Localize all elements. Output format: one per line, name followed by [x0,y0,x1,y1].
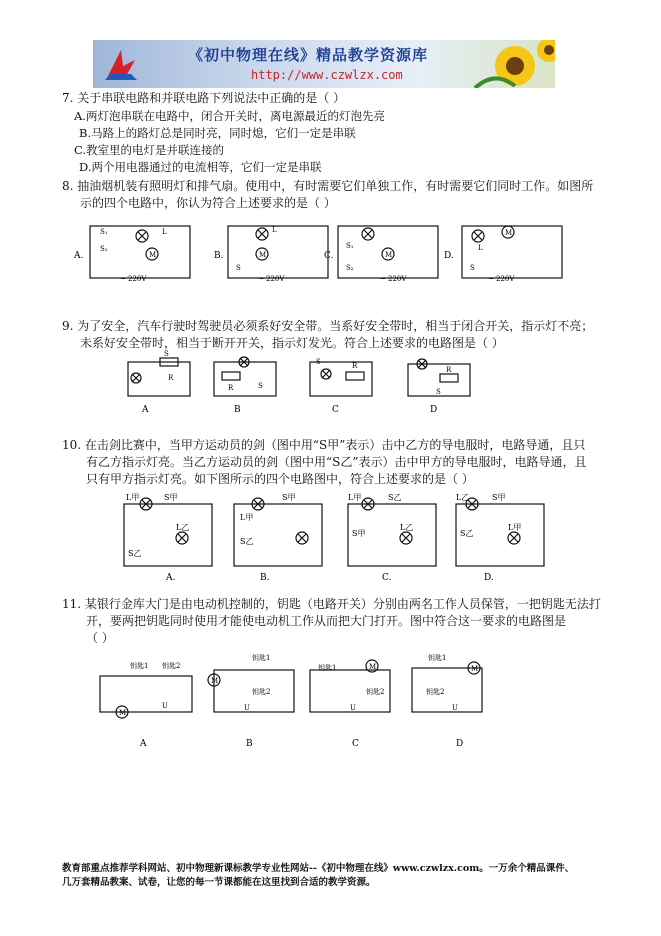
q9-label-d: D [430,405,438,415]
svg-text:U: U [244,704,250,712]
svg-text:M: M [259,251,267,259]
svg-text:钥匙1: 钥匙1 [130,662,149,670]
q8-label-c: C. [324,251,334,261]
svg-text:~: ~ [380,275,386,283]
banner-url: http://www.czwlzx.com [251,68,403,82]
svg-text:R: R [228,384,234,392]
svg-text:~: ~ [120,275,126,283]
svg-text:M: M [471,665,479,673]
q9-stem-line1: 9. 为了安全，汽车行驶时驾驶员必须系好安全带。当系好安全带时，相当于闭合开关，指示灯不亮； [62,319,594,333]
svg-text:M: M [119,709,127,717]
svg-text:钥匙2: 钥匙2 [426,688,445,696]
q9-circuits [120,350,520,420]
svg-text:~: ~ [258,275,264,283]
q7-stem: 7. 关于串联电路和并联电路下列说法中正确的是（ ） [62,91,346,105]
header-banner [93,40,555,88]
svg-text:S: S [258,382,263,390]
q9-label-c: C [332,405,339,415]
q9-stem-line2: 未系好安全带时，相当于断开开关，指示灯发光。符合上述要求的电路图是（ ） [80,336,504,350]
svg-text:S: S [470,264,475,272]
logo-icon [101,44,141,84]
svg-text:L甲: L甲 [126,493,140,502]
svg-text:220V: 220V [496,275,515,283]
q10-label-c: C. [382,573,392,583]
svg-text:S₂: S₂ [100,245,108,253]
q8-stem-line1: 8. 抽油烟机装有照明灯和排气扇。使用中，有时需要它们单独工作，有时需要它们同时工作。如图所 [62,179,594,193]
svg-text:U: U [162,702,168,710]
q10-stem-line2: 有乙方指示灯亮。当乙方运动员的剑（图中用“S乙”表示）击中甲方的导电服时，电路导通，且 [86,455,587,469]
q8-stem-line2: 示的四个电路中，你认为符合上述要求的是（ ） [80,196,336,210]
q10-label-d: D. [484,573,494,583]
svg-text:钥匙1: 钥匙1 [252,654,271,662]
svg-text:钥匙2: 钥匙2 [162,662,181,670]
svg-text:S: S [316,358,321,366]
svg-text:S甲: S甲 [164,493,178,502]
q11-label-d: D [456,739,464,749]
footer-line1: 教育部重点推荐学科网站、初中物理新课标教学专业性网站--《初中物理在线》www.czwlzx.com。一万余个精品课件、 [62,863,575,874]
q11-stem-line3: （ ） [86,631,114,645]
svg-text:M: M [385,251,393,259]
svg-text:钥匙2: 钥匙2 [366,688,385,696]
svg-text:S乙: S乙 [388,493,402,502]
svg-text:L甲: L甲 [240,513,254,522]
q8-label-b: B. [214,251,224,261]
q9-label-b: B [234,405,241,415]
svg-text:S₁: S₁ [346,242,354,250]
q11-circuits [96,650,496,750]
svg-text:S甲: S甲 [352,529,366,538]
svg-text:S: S [164,350,169,358]
svg-text:220V: 220V [128,275,147,283]
svg-text:S甲: S甲 [492,493,506,502]
q7-option-a: A.两灯泡串联在电路中，闭合开关时，离电源最近的灯泡先亮 [74,109,385,123]
q10-label-a: A. [166,573,176,583]
svg-text:L: L [162,228,167,236]
svg-text:U: U [350,704,356,712]
page-footer [62,862,622,890]
svg-text:U: U [452,704,458,712]
svg-text:~: ~ [488,275,494,283]
svg-text:钥匙1: 钥匙1 [428,654,447,662]
svg-text:M: M [211,677,219,685]
q11-label-b: B [246,739,253,749]
svg-text:S乙: S乙 [240,537,254,546]
q8-circuits [72,218,632,288]
q10-stem-line1: 10. 在击剑比赛中，当甲方运动员的剑（图中用“S甲”表示）击中乙方的导电服时，电路导通，且只 [62,438,586,452]
q7-option-c: C.教室里的电灯是并联连接的 [74,143,225,157]
svg-text:L: L [272,226,277,234]
svg-text:L甲: L甲 [348,493,362,502]
svg-text:S: S [436,388,441,396]
svg-text:S₂: S₂ [346,264,354,272]
q11-label-a: A [140,739,147,749]
q9-label-a: A [142,405,149,415]
q8-label-a: A. [74,251,84,261]
svg-text:M: M [149,251,157,259]
svg-text:L乙: L乙 [456,493,470,502]
q11-stem-line1: 11. 某银行金库大门是由电动机控制的，钥匙（电路开关）分别由两名工作人员保管，一把钥匙无法打 [62,597,601,611]
svg-text:S甲: S甲 [282,493,296,502]
svg-text:M: M [505,229,513,237]
q10-stem-line3: 只有甲方指示灯亮。如下图所示的四个电路图中，符合上述要求的是（ ） [86,472,474,486]
q7-option-b: B.马路上的路灯总是同时亮，同时熄，它们一定是串联 [79,126,356,140]
q10-label-b: B. [260,573,270,583]
svg-text:L: L [478,244,483,252]
svg-text:R: R [168,374,174,382]
q11-stem-line2: 开，要两把钥匙同时使用才能使电动机工作从而把大门打开。图中符合这一要求的电路图是 [86,614,567,628]
q8-label-d: D. [444,251,454,261]
svg-text:L乙: L乙 [176,523,190,532]
svg-text:S乙: S乙 [460,529,474,538]
svg-text:R: R [446,366,452,374]
svg-text:S₁: S₁ [100,228,108,236]
q7-option-d: D.两个用电器通过的电流相等，它们一定是串联 [79,160,322,174]
svg-text:R: R [352,362,358,370]
footer-line2: 几万套精品教案、试卷，让您的每一节课都能在这里找到合适的教学资源。 [62,877,376,888]
svg-text:钥匙2: 钥匙2 [252,688,271,696]
svg-text:钥匙1: 钥匙1 [318,664,337,672]
svg-text:220V: 220V [266,275,285,283]
q11-label-c: C [352,739,359,749]
svg-text:220V: 220V [388,275,407,283]
q10-circuits [110,492,570,582]
svg-text:S: S [236,264,241,272]
sunflower-icon [465,40,555,88]
svg-text:M: M [369,663,377,671]
svg-text:S乙: S乙 [128,549,142,558]
svg-text:L乙: L乙 [400,523,414,532]
svg-text:L甲: L甲 [508,523,522,532]
banner-title: 《初中物理在线》精品教学资源库 [188,46,429,64]
